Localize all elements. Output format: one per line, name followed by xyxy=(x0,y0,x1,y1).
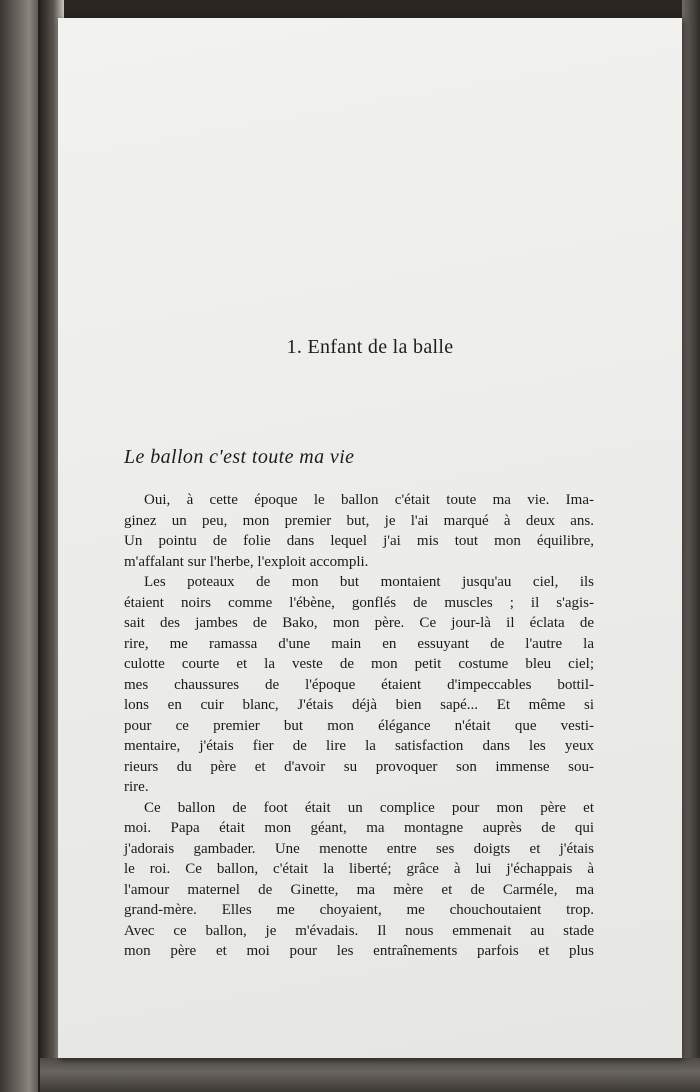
text-line: le roi. Ce ballon, c'était la liberté; grâce à lui j'échappais à xyxy=(124,861,594,877)
text-line: moi. Papa était mon géant, ma montagne auprès de qui xyxy=(124,820,594,836)
text-line: rire. xyxy=(124,779,149,795)
text-line: Oui, à cette époque le ballon c'était toute ma vie. Ima- xyxy=(144,492,594,508)
book-cover-edge xyxy=(0,0,42,1092)
text-line: Les poteaux de mon but montaient jusqu'au ciel, ils xyxy=(144,574,594,590)
text-line: pour ce premier but mon élégance n'était que vesti- xyxy=(124,717,594,734)
chapter-title: 1. Enfant de la balle xyxy=(286,336,454,358)
text-line: grand-mère. Elles me choyaient, me chouchoutaient trop. xyxy=(124,902,594,918)
section-title: Le ballon c'est toute ma vie xyxy=(124,446,355,468)
text-line: mes chaussures de l'époque étaient d'impeccables bottil- xyxy=(124,676,594,693)
text-line: mon père et moi pour les entraînements parfois et plus xyxy=(124,943,594,959)
text-line: l'amour maternel de Ginette, ma mère et de Carméle, ma xyxy=(124,881,594,898)
text-line: rire, me ramassa d'une main en essuyant de l'autre la xyxy=(124,635,594,652)
text-line: étaient noirs comme l'ébène, gonflés de muscles ; il s'agis- xyxy=(124,594,594,611)
text-line: culotte courte et la veste de mon petit costume bleu ciel; xyxy=(124,656,594,672)
body-text xyxy=(124,490,594,962)
text-line: lons en cuir blanc, J'étais déjà bien sapé... Et même si xyxy=(124,697,594,713)
text-line: ginez un peu, mon premier but, je l'ai marqué à deux ans. xyxy=(124,512,594,529)
text-line: mentaire, j'étais fier de lire la satisfaction dans les yeux xyxy=(124,738,594,754)
text-line: sait des jambes de Bako, mon père. Ce jour-là il éclata de xyxy=(124,615,594,631)
text-line: Ce ballon de foot était un complice pour mon père et xyxy=(144,799,594,816)
page-stack-edge xyxy=(682,0,700,1092)
text-line: rieurs du père et d'avoir su provoquer son immense sou- xyxy=(124,758,594,775)
text-line: m'affalant sur l'herbe, l'exploit accompli. xyxy=(124,553,369,570)
text-line: Avec ce ballon, je m'évadais. Il nous emmenait au stade xyxy=(124,922,594,939)
table-surface xyxy=(40,1058,700,1092)
text-line: Un pointu de folie dans lequel j'ai mis tout mon équilibre, xyxy=(124,533,594,549)
text-line: j'adorais gambader. Une menotte entre ses doigts et j'étais xyxy=(124,840,594,857)
book-page xyxy=(58,18,682,1058)
